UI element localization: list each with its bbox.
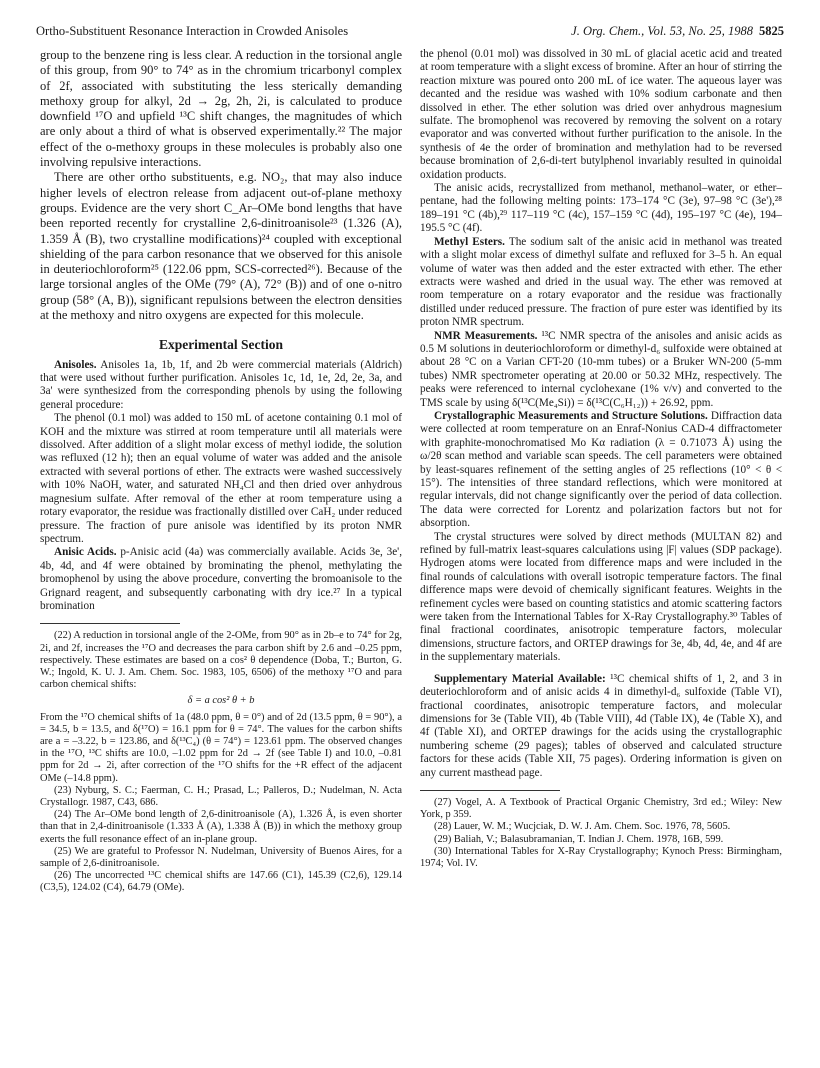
supplementary-text: ¹³C chemical shifts of 1, 2, and 3 in deuteriochloroform and of anisic acids 4 in dimethyl-d₆ sulfoxide (Table VI), fractional coordinates, anisotropic temperature factors, and molecular dimensions for 3e (Table VII), 4b (Table VIII), 4d (Table IX), 4e (Table X), and 4f (Table XI), and ORTEP drawings for the acids using the crystallographic numbering scheme (29 pages); tables of observed and calculated structure factors for these acids (Table XII, 75 pages). Ordering information is given on any current masthead page. <box>420 672 783 779</box>
paragraph: group to the benzene ring is less clear. A reduction in the torsional angle of this group, from 90° to 74° as in the chromium tricarbonyl complex of 2f, associated with substituting the less sterically demanding methoxy group for alkyl, 2d → 2g, 2h, 2i, is calculated to produce downfield ¹⁷O and upfield ¹³C shift changes, the magnitudes of which are only about a third of what is observed experimentally.²² The major effect of the o-methoxy groups in these molecules is probably also one involving repulsive interactions. <box>40 48 402 170</box>
footnote-26: (26) The uncorrected ¹³C chemical shifts are 147.66 (C1), 145.39 (C2,6), 129.14 (C3,5), 124.02 (C4), 64.79 (OMe). <box>40 870 402 894</box>
paragraph: The anisic acids, recrystallized from methanol, methanol–water, or ether–pentane, had the following melting points: 173–174 °C (3e), 97–98 °C (3e'),²⁸ 189–191 °C (4b),²⁹ 117–119 °C (4c), 157–159 °C (4d), 195–197 °C (4e), 194–195.5 °C (4f). <box>420 182 782 235</box>
running-header <box>36 24 784 42</box>
journal-name: J. Org. Chem., Vol. 53, No. 25, 1988 <box>571 24 753 38</box>
paragraph: the phenol (0.01 mol) was dissolved in 30 mL of glacial acetic acid and treated at room temperature with a slight excess of bromine. After an hour of stirring the reaction mixture was poured onto 200 mL of ice water. The aqueous layer was decanted and the residue was washed with 10% sodium carbonate and then dissolved in ether. The ether solution was dried over anhydrous magnesium sulfate. The bromophenol was recovered by removing the solvent on a rotary evaporator and was converted without further purification to the anisole. In the synthesis of 4e the order of bromination and methylation had to be reversed because bromination of 2,6-di-tert butylphenol invariably resulted in quinoidal oxidation products. <box>420 48 782 181</box>
footnote-30: (30) International Tables for X-Ray Crystallography; Kynoch Press: Birmingham, 1974; Vol. IV. <box>420 845 782 869</box>
paragraph: There are other ortho substituents, e.g. NO₂, that may also induce higher levels of electron release from adjacent out-of-plane methoxy groups. Evidence are the very short C_Ar–OMe bond lengths that have been reported recently for crystalline 2,6-dinitroanisole²³ (1.326 (A), 1.359 Å (B), two crystalline modifications)²⁴ coupled with exceptional shielding of the para carbon resonance that we observed for this anisole in deuteriochloroform²⁵ (122.06 ppm, SCS-corrected²⁶). Because of the large torsional angles of the OMe (79° (A), 72° (B)) and of one o-nitro group (58° (A, B)), significant repulsions between the electron densities at the methoxy and nitro oxygens are expected for this molecule. <box>40 170 402 323</box>
anisoles-paragraph <box>40 359 402 413</box>
footnote-27: (27) Vogel, A. A Textbook of Practical Organic Chemistry, 3rd ed.; Wiley: New York, p 359. <box>420 796 782 821</box>
left-column <box>40 48 402 895</box>
equation: δ = a cos² θ + b <box>187 695 255 707</box>
journal-citation <box>571 24 784 39</box>
cryst-heading: Crystallographic Measurements and Structure Solutions. <box>434 409 708 422</box>
footnote-23: (23) Nyburg, S. C.; Faerman, C. H.; Prasad, L.; Palleros, D.; Nudelman, N. Acta Crystallogr. 1987, C43, 686. <box>40 784 402 808</box>
footnote-divider <box>40 623 180 624</box>
esters-heading: Methyl Esters. <box>434 235 505 248</box>
anisoles-heading: Anisoles. <box>54 358 97 371</box>
footnote-28: (28) Lauer, W. M.; Wucjciak, D. W. J. Am. Chem. Soc. 1976, 78, 5605. <box>434 821 731 833</box>
footnote-22: (22) A reduction in torsional angle of the 2-OMe, from 90° as in 2b–e to 74° for 2g, 2i, and 2f, increases the ¹⁷O and decreases the para carbon shift by 2.6 and –0.25 ppm, respectively. These estimates are based on a cos² θ dependence (Doba, T.; Burton, G. W.; Ingold, K. U. J. Am. Chem. Soc. 1983, 105, 6506) of the methoxy ¹⁷O and para carbon chemical shifts: <box>40 630 402 691</box>
section-title: Experimental Section <box>158 337 284 353</box>
esters-text: The sodium salt of the anisic acid in methanol was treated with a slight molar excess of dimethyl sulfate and refluxed for 3–5 h. An equal volume of water was then added and the ester extracted with ether. The ether extracts were washed and dried in the usual way. The ether was removed at room temperature on a rotary evaporator and the residue was fractionally distilled under reduced pressure. The fraction of pure ester was identified by its proton NMR spectrum. <box>420 235 782 329</box>
supplementary-paragraph <box>420 673 782 780</box>
nmr-text: ¹³C NMR spectra of the anisoles and anisic acids as 0.5 M solutions in deuteriochloroform or dimethyl-d₆ sulfoxide were obtained at about 28 °C on a Varian CFT-20 (10-mm tubes) or a Bruker WN-200 (5-mm tubes) NMR spectrometer operating at 20.00 or 50.32 MHz, respectively. The peaks were referenced to internal cyclohexane (1% v/v) and converted to the TMS scale by using δ(¹³C(Me₄Si)) = δ(¹³C(C₆H₁₂)) + 26.92, ppm. <box>420 329 783 409</box>
cryst-text: Diffraction data were collected at room temperature on an Enraf-Nonius CAD-4 diffractometer with graphite-monochromatised Mo Kα radiation (λ = 0.71073 Å) using the ω/2θ scan method and variable scan speeds. The cell parameters were obtained by least-squares refinement of the setting angles of 25 reflections (10° < θ < 15°). The intensities of three standard reflections, which were monitored at regular intervals, did not change significantly over the period of data collection. The data were corrected for Lorentz and polarization factors but not for absorption. <box>420 409 783 530</box>
page-number: 5825 <box>759 24 784 38</box>
nmr-paragraph <box>420 330 782 410</box>
supplementary-heading: Supplementary Material Available: <box>434 672 606 685</box>
procedure-paragraph: The phenol (0.1 mol) was added to 150 mL of acetone containing 0.1 mol of KOH and the mixture was stirred at room temperature until all materials were dissolved. After addition of a slight molar excess of methyl iodide, the solution was refluxed (12 h); then an equal volume of water was added and the anisole extracted with several portions of ether. The extracts were washed successively with 10% NaOH, water, and saturated NH₄Cl and then dried over anhydrous magnesium sulfate. After removal of the ether at room temperature using a rotary evaporator, the residue was fractionally distilled over CaH₂ under reduced pressure. The fraction of pure anisole was identified by its proton NMR spectrum. <box>40 412 402 545</box>
footnote-24: (24) The Ar–OMe bond length of 2,6-dinitroanisole (A), 1.326 Å, is even shorter than that in 2,4-dinitroanisole (1.333 Å (A), 1.338 Å (B)) in which the methoxy group exerts the full resonance effect of an in-plane group. <box>40 809 402 845</box>
anisoles-text: Anisoles 1a, 1b, 1f, and 2b were commercial materials (Aldrich) that were used without further purification. Anisoles 1c, 1d, 1e, 2d, 2e, 3a, and 3a' were synthesized from the corresponding phenols by using the following general procedure: <box>40 358 402 411</box>
right-column <box>420 48 782 870</box>
footnote-22-continued: From the ¹⁷O chemical shifts of 1a (48.0 ppm, θ = 0°) and of 2d (13.5 ppm, θ = 90°), a = 34.5, b = 13.5, and δ(¹⁷O) = 16.1 ppm for θ = 74°. The values for the carbon shifts are a = –3.22, b = 123.86, and δ(¹³C₄) (θ = 74°) = 123.61 ppm. The observed changes in the ¹⁷O, ¹³C shifts are 10.0, –1.02 ppm for 2d → 2f (see Table I) and 10.0, –0.81 ppm for 2d → 2i, after correction of the ¹⁷O shifts for the +R effect of the adjacent OMe (–14.8 ppm). <box>40 711 402 784</box>
cryst-paragraph <box>420 410 782 531</box>
footnote-29: (29) Baliah, V.; Balasubramanian, T. Indian J. Chem. 1978, 16B, 599. <box>434 833 724 845</box>
running-title: Ortho-Substituent Resonance Interaction in Crowded Anisoles <box>36 24 349 38</box>
nmr-heading: NMR Measurements. <box>434 329 538 342</box>
footnote-25: (25) We are grateful to Professor N. Nudelman, University of Buenos Aires, for a sample of 2,6-dinitroanisole. <box>40 845 402 870</box>
esters-paragraph <box>420 236 782 330</box>
cryst-paragraph-2: The crystal structures were solved by direct methods (MULTAN 82) and refined by full-matrix least-squares calculations using |F| values (SDP package). Hydrogen atoms were located from difference maps and were included in the final rounds of calculations with overall isotropic temperature factors. The final difference maps were devoid of chemically significant features. Weights in the refinement cycles were based on counting statistics and atomic scattering factors were taken from the International Tables for X-Ray Crystallography.³⁰ Tables of final fractional coordinates, anisotropic temperature factors, molecular dimensions, structure factors, and ORTEP drawings for 3e, 4b, 4d, 4e, and 4f are in the supplementary materials. <box>420 530 782 664</box>
acids-text: p-Anisic acid (4a) was commercially available. Acids 3e, 3e', 4b, 4d, and 4f were obtained by brominating the phenol, methylating the bromophenol by using the above procedure, converting the bromoanisole to the Grignard reagent, and subsequently carbonating with dry ice.²⁷ In a typical bromination <box>40 546 402 612</box>
acids-heading: Anisic Acids. <box>54 546 117 559</box>
acids-paragraph <box>40 546 402 613</box>
footnote-divider <box>420 790 560 791</box>
